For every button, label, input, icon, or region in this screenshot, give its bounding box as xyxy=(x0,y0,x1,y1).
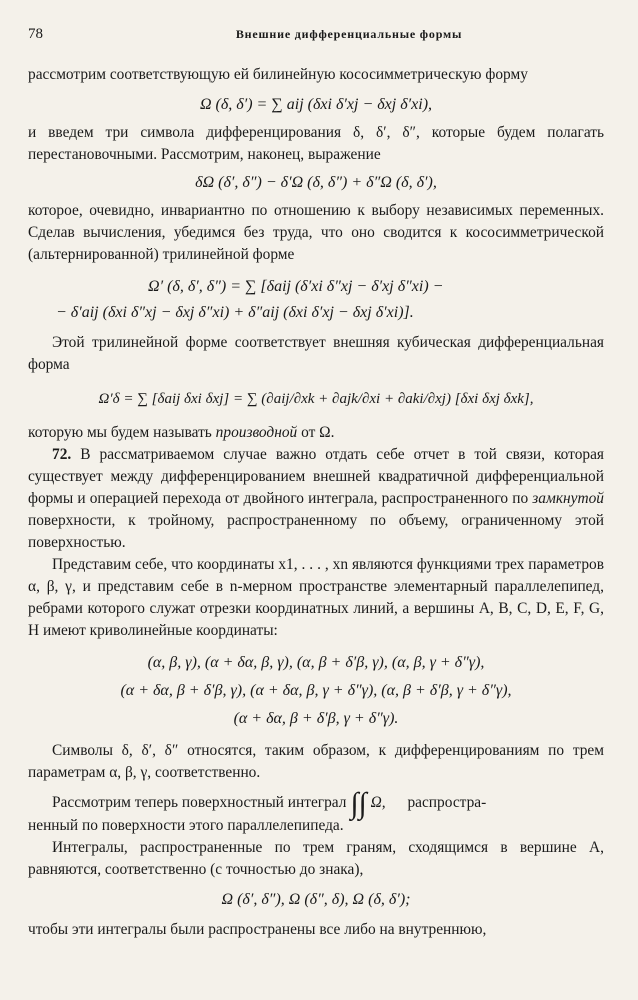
formula-bilinear: Ω (δ, δ′) = ∑ aij (δxi δ′xj − δxj δ′xi), xyxy=(199,96,433,113)
page-header xyxy=(28,26,610,46)
text-span: Рассмотрим теперь поверхностный интеграл xyxy=(52,794,347,811)
vertex-coords-2: (α + δα, β + δ′β, γ), (α + δα, β, γ + δ″γ), (α, β + δ′β, γ + δ″γ), xyxy=(120,682,512,699)
paragraph: Этой трилинейной форме соответствует внешняя кубическая дифференциальная форма xyxy=(28,334,604,373)
running-title: Внешние дифференциальные формы xyxy=(235,27,463,41)
formula-trilinear-1: Ω′ (δ, δ′, δ″) = ∑ [δaij (δ′xi δ″xj − δ′xj δ″xi) − xyxy=(148,278,444,295)
formula-face-integrals: Ω (δ′, δ″), Ω (δ″, δ), Ω (δ, δ′); xyxy=(221,891,411,908)
text-line: ненный по поверхности этого параллелепипеда. xyxy=(28,817,344,834)
text-span: распростра- xyxy=(407,794,487,811)
page-number: 78 xyxy=(28,26,43,42)
main-text xyxy=(28,64,604,941)
paragraph-72 xyxy=(28,444,604,554)
text-span: поверхности, к тройному, распространенному по объему, ограниченному этой поверхностью. xyxy=(28,512,604,551)
vertex-coords-1: (α, β, γ), (α + δα, β, γ), (α, β + δ′β, γ), (α, β, γ + δ″γ), xyxy=(147,654,485,671)
emphasis: производной xyxy=(215,424,298,441)
paragraph xyxy=(28,422,604,444)
text-span: В рассматриваемом случае важно отдать себе отчет в той связи, которая существует между дифференцированием внешней квадратичной дифференциальной формы и операцией перехода от двойного интеграла, распространенного по xyxy=(28,446,604,507)
paragraph-integral xyxy=(28,787,604,820)
text-span: от Ω. xyxy=(297,424,335,441)
text-span: которую мы будем называть xyxy=(28,424,216,441)
paragraph: Интегралы, распространенные по трем граням, сходящимся в вершине A, равняются, соответственно (с точностью до знака), xyxy=(28,839,604,878)
formula-expression: δΩ (δ′, δ″) − δ′Ω (δ, δ″) + δ″Ω (δ, δ′), xyxy=(195,174,437,191)
formula-derivative: Ω′δ = ∑ [δaij δxi δxj] = ∑ (∂aij/∂xk + ∂ajk/∂xi + ∂aki/∂xj) [δxi δxj δxk], xyxy=(98,391,534,407)
paragraph: Символы δ, δ′, δ″ относятся, таким образом, к дифференцированиям по трем параметрам α, β, γ, соответственно. xyxy=(28,742,604,781)
section-number: 72. xyxy=(52,446,72,463)
omega-symbol: Ω, xyxy=(370,794,386,811)
formula-trilinear-2: − δ′aij (δxi δ″xj − δxj δ″xi) + δ″aij (δxi δ′xj − δxj δ′xi)]. xyxy=(56,304,414,321)
paragraph: которое, очевидно, инвариантно по отношению к выбору независимых переменных. Сделав вычисления, убедимся без труда, что оно сводится к кососимметрической (альтернированной) трилинейной форме xyxy=(28,202,604,263)
double-integral-symbol: ∫∫ xyxy=(350,787,367,820)
emphasis: замкнутой xyxy=(532,490,604,507)
paragraph: и введем три символа дифференцирования δ, δ′, δ″, которые будем полагать перестановочными. Рассмотрим, наконец, выражение xyxy=(28,124,604,163)
paragraph: Представим себе, что координаты x1, . . . , xn являются функциями трех параметров α, β, γ, и представим себе в n-мерном пространстве элементарный параллелепипед, ребрами которого служат отрезки координатных линий, а вершины A, B, C, D, E, F, G, H имеют криволинейные координаты: xyxy=(28,556,604,639)
text-line: чтобы эти интегралы были распространены все либо на внутреннюю, xyxy=(28,921,487,938)
vertex-coords-3: (α + δα, β + δ′β, γ + δ″γ). xyxy=(233,710,399,727)
text-line: рассмотрим соответствующую ей билинейную кососимметрическую форму xyxy=(28,66,528,83)
